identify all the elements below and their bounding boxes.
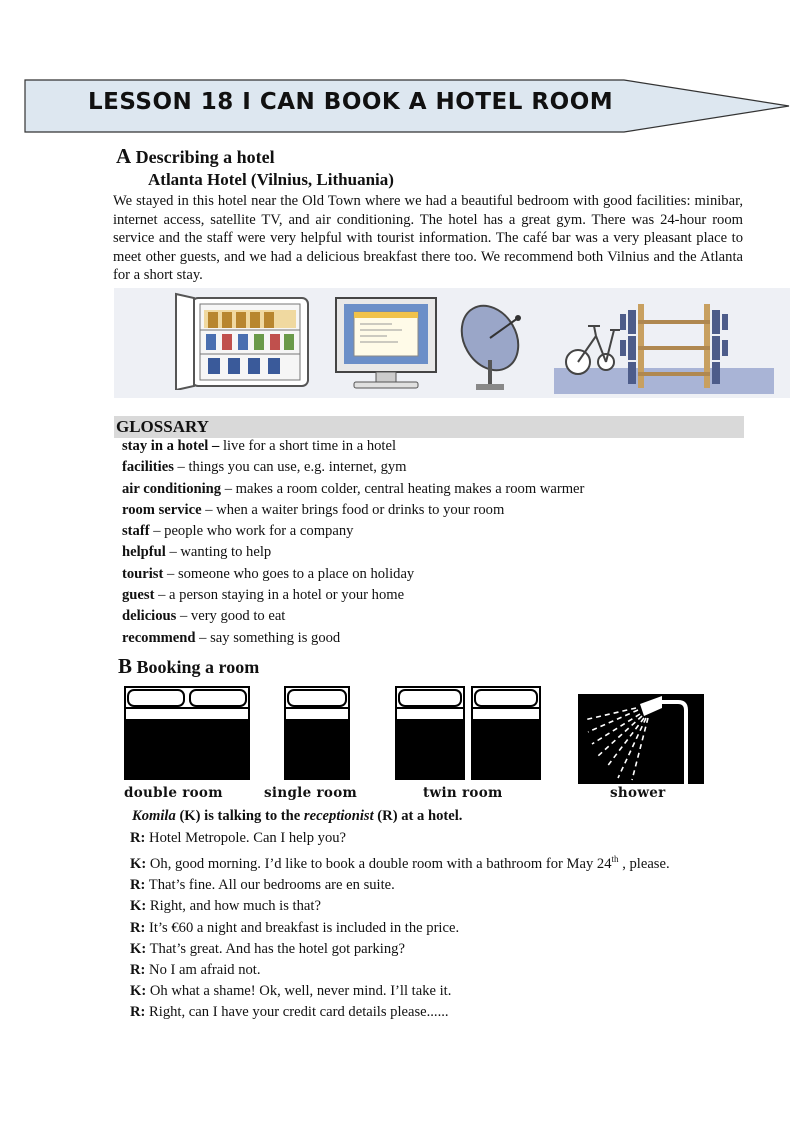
- glossary-term: room service: [122, 501, 202, 518]
- dialog: [130, 828, 670, 1024]
- glossary-definition: live for a short time in a hotel: [219, 438, 396, 454]
- utterance: It’s €60 a night and breakfast is included in the price.: [145, 919, 460, 936]
- facilities-illustrations: [114, 288, 790, 398]
- glossary-term: tourist: [122, 565, 164, 582]
- glossary-term: delicious: [122, 608, 177, 625]
- utterance: No I am afraid not.: [145, 962, 261, 979]
- room-label-single: single room: [264, 785, 358, 801]
- speaker: K:: [130, 898, 147, 915]
- glossary-definition: – people who work for a company: [149, 523, 354, 540]
- shower-icon: [578, 694, 704, 784]
- glossary-item: [122, 521, 584, 542]
- room-label-twin: twin room: [423, 785, 503, 801]
- speaker: R:: [130, 919, 146, 936]
- glossary-item: [122, 479, 584, 500]
- hotel-description: We stayed in this hotel near the Old Town where we had a beautiful bedroom with good facilities: minibar, internet access, satellite TV, and air conditioning. The hotel has a great gym. There was 24-hour room service and the staff were very helpful with tourist information. The café bar was a very pleasant place to meet other guests, and we had a delicious breakfast there too. We recommend both Vilnius and the Atlanta for a short stay.: [113, 193, 743, 284]
- dialog-line: [130, 849, 670, 875]
- dialog-line: [130, 896, 670, 917]
- utterance: Oh what a shame! Ok, well, never mind. I’ll take it.: [146, 983, 452, 1000]
- double-room-icon: [124, 686, 250, 780]
- glossary-definition: – very good to eat: [176, 608, 286, 625]
- glossary-term: staff: [122, 523, 150, 540]
- twin-room-icon: [395, 686, 541, 780]
- ordinal-suffix: th: [611, 854, 619, 865]
- glossary-item: [122, 606, 584, 627]
- speaker: R:: [130, 830, 146, 846]
- speaker: R:: [130, 962, 146, 979]
- utterance: Right, and how much is that?: [146, 898, 321, 915]
- utterance: Right, can I have your credit card details please......: [145, 1004, 449, 1021]
- intro-name: Komila: [132, 808, 176, 824]
- utterance-end: , please.: [618, 856, 670, 873]
- computer-illustration: [332, 294, 442, 392]
- glossary-definition: – say something is good: [195, 629, 341, 646]
- glossary-term: air conditioning: [122, 480, 222, 497]
- glossary-item: [122, 628, 584, 649]
- glossary-definition: – makes a room colder, central heating makes a room warmer: [221, 480, 585, 497]
- lesson-banner: [24, 79, 790, 133]
- room-label-shower: shower: [610, 785, 666, 801]
- dialog-line: [130, 960, 670, 981]
- glossary-term: helpful: [122, 544, 166, 561]
- lesson-title: LESSON 18 I CAN BOOK A HOTEL ROOM: [88, 89, 614, 115]
- dialog-line: [130, 875, 670, 896]
- dialog-line: [130, 1002, 670, 1023]
- intro-role: receptionist: [303, 808, 374, 824]
- speaker: R:: [130, 877, 146, 894]
- room-label-double: double room: [124, 785, 223, 801]
- utterance: Oh, good morning. I’d like to book a double room with a bathroom for May 24: [146, 856, 612, 873]
- dialog-intro: [132, 808, 462, 825]
- utterance: Hotel Metropole. Can I help you?: [145, 830, 347, 846]
- glossary-definition: – when a waiter brings food or drinks to your room: [201, 501, 505, 518]
- speaker: K:: [130, 983, 147, 1000]
- hotel-name: Atlanta Hotel (Vilnius, Lithuania): [148, 170, 394, 189]
- dialog-line: [130, 918, 670, 939]
- intro-text-1: (K) is talking to the: [175, 808, 304, 824]
- glossary-title: GLOSSARY: [116, 417, 209, 436]
- glossary-term: guest: [122, 587, 155, 604]
- glossary-list: [122, 436, 584, 649]
- section-b-heading: [118, 654, 259, 679]
- glossary-item: [122, 457, 584, 478]
- dialog-line: [130, 939, 670, 960]
- satellite-dish-illustration: [454, 298, 534, 393]
- glossary-item: [122, 542, 584, 563]
- single-room-icon: [284, 686, 350, 780]
- gym-illustration: [554, 296, 774, 396]
- speaker: K:: [130, 856, 147, 873]
- glossary-term: facilities: [122, 459, 174, 476]
- utterance: That’s fine. All our bedrooms are en suite.: [145, 877, 395, 894]
- glossary-item: [122, 500, 584, 521]
- glossary-definition: – a person staying in a hotel or your home: [154, 587, 405, 604]
- glossary-definition: – someone who goes to a place on holiday: [163, 565, 415, 582]
- glossary-item: [122, 585, 584, 606]
- section-b-title: Booking a room: [136, 657, 260, 677]
- section-b-letter: B: [118, 654, 133, 678]
- glossary-definition: – things you can use, e.g. internet, gym: [173, 459, 407, 476]
- glossary-item: [122, 564, 584, 585]
- minibar-illustration: [172, 290, 312, 390]
- speaker: R:: [130, 1004, 146, 1021]
- section-a-letter: A: [116, 144, 132, 168]
- section-a-heading: [116, 144, 275, 169]
- glossary-item: [122, 436, 584, 457]
- intro-text-2: (R) at a hotel.: [373, 808, 463, 824]
- utterance: That’s great. And has the hotel got parking?: [146, 940, 405, 957]
- glossary-definition: – wanting to help: [165, 544, 272, 561]
- speaker: K:: [130, 940, 147, 957]
- glossary-term: recommend: [122, 629, 196, 646]
- dialog-line: [130, 828, 670, 849]
- glossary-term: stay in a hotel –: [122, 438, 220, 454]
- dialog-line: [130, 981, 670, 1002]
- section-a-title: Describing a hotel: [135, 147, 275, 167]
